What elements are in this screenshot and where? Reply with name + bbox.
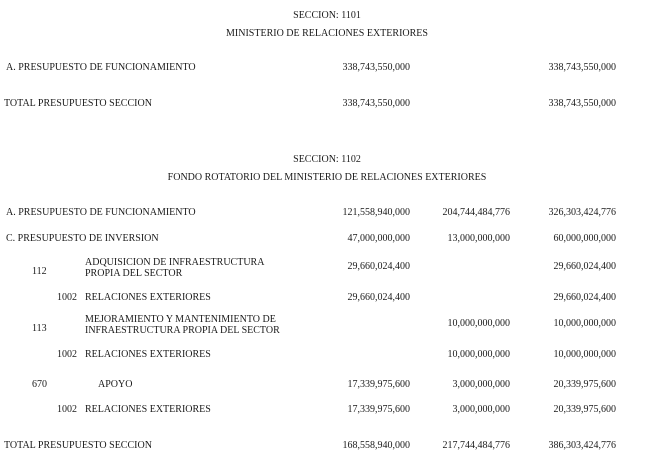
row-code: 112 (32, 266, 47, 277)
row-label-line1: MEJORAMIENTO Y MANTENIMIENTO DE (85, 314, 276, 325)
row-col2: 3,000,000,000 (452, 404, 510, 415)
total-col3: 338,743,550,000 (548, 98, 616, 109)
row-col1: 47,000,000,000 (347, 233, 410, 244)
row-subcode: 1002 (57, 404, 77, 415)
total-col2: 217,744,484,776 (442, 440, 510, 451)
row-col2: 3,000,000,000 (452, 379, 510, 390)
row-label-line2: PROPIA DEL SECTOR (85, 268, 183, 279)
row-col3: 29,660,024,400 (553, 292, 616, 303)
row-col1: 29,660,024,400 (347, 292, 410, 303)
row-col3: 326,303,424,776 (548, 207, 616, 218)
row-col2: 10,000,000,000 (447, 349, 510, 360)
row-label: RELACIONES EXTERIORES (85, 292, 211, 303)
total-label: TOTAL PRESUPUESTO SECCION (4, 98, 152, 109)
row-col1: 121,558,940,000 (342, 207, 410, 218)
row-col3: 20,339,975,600 (553, 379, 616, 390)
row-label: RELACIONES EXTERIORES (85, 349, 211, 360)
row-label: A. PRESUPUESTO DE FUNCIONAMIENTO (6, 207, 196, 218)
row-col1: 338,743,550,000 (342, 62, 410, 73)
row-label-line1: ADQUISICION DE INFRAESTRUCTURA (85, 257, 265, 268)
row-col1: 17,339,975,600 (347, 379, 410, 390)
row-col1: 29,660,024,400 (347, 261, 410, 272)
row-col2: 204,744,484,776 (442, 207, 510, 218)
row-label-line2: INFRAESTRUCTURA PROPIA DEL SECTOR (85, 325, 280, 336)
row-col3: 60,000,000,000 (553, 233, 616, 244)
section-1102-heading: SECCION: 1102 (293, 154, 361, 165)
total-col1: 338,743,550,000 (342, 98, 410, 109)
total-label: TOTAL PRESUPUESTO SECCION (4, 440, 152, 451)
row-label: A. PRESUPUESTO DE FUNCIONAMIENTO (6, 62, 196, 73)
row-col3: 29,660,024,400 (553, 261, 616, 272)
row-label: C. PRESUPUESTO DE INVERSION (6, 233, 159, 244)
row-col3: 338,743,550,000 (548, 62, 616, 73)
section-1101-heading: SECCION: 1101 (293, 10, 361, 21)
row-code: 670 (32, 379, 47, 390)
row-subcode: 1002 (57, 292, 77, 303)
total-col1: 168,558,940,000 (342, 440, 410, 451)
row-label: RELACIONES EXTERIORES (85, 404, 211, 415)
row-code: 113 (32, 323, 47, 334)
row-subcode: 1002 (57, 349, 77, 360)
total-col3: 386,303,424,776 (548, 440, 616, 451)
row-col2: 10,000,000,000 (447, 318, 510, 329)
section-1101-title: MINISTERIO DE RELACIONES EXTERIORES (226, 28, 428, 39)
row-col3: 10,000,000,000 (553, 349, 616, 360)
row-col2: 13,000,000,000 (447, 233, 510, 244)
row-col3: 10,000,000,000 (553, 318, 616, 329)
row-col1: 17,339,975,600 (347, 404, 410, 415)
section-1102-title: FONDO ROTATORIO DEL MINISTERIO DE RELACIONES EXTERIORES (167, 172, 487, 183)
row-label: APOYO (98, 379, 133, 390)
row-col3: 20,339,975,600 (553, 404, 616, 415)
